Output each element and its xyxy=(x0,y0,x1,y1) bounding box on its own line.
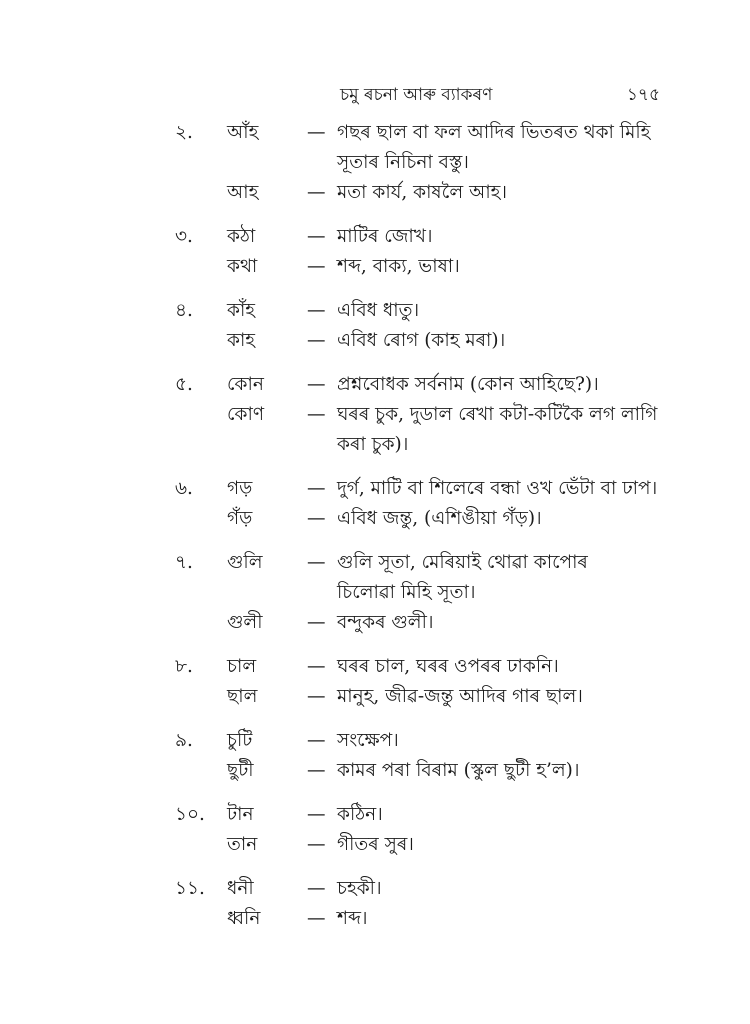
entry-number: ৬. xyxy=(175,478,193,499)
headword: চুটি xyxy=(227,730,253,751)
headword: গঁড় xyxy=(227,508,253,529)
entry-line xyxy=(175,874,675,904)
entry-number: ৫. xyxy=(175,374,193,395)
em-dash: — xyxy=(307,686,326,707)
em-dash: — xyxy=(307,508,326,529)
headword: ধ্বনি xyxy=(227,908,261,929)
entry-number: ৭. xyxy=(175,552,193,573)
em-dash: — xyxy=(307,300,326,321)
definition: গছৰ ছাল বা ফল আদিৰ ভিতৰত থকা মিহি xyxy=(337,122,651,143)
definition: প্ৰশ্নবোধক সৰ্বনাম (কোন আহিছে?)। xyxy=(337,374,599,395)
em-dash: — xyxy=(307,226,326,247)
em-dash: — xyxy=(307,552,326,573)
headword: চাল xyxy=(227,656,257,677)
word-pair-entry xyxy=(175,118,675,208)
entry-number: ৪. xyxy=(175,300,193,321)
headword: কঠা xyxy=(227,226,256,247)
entry-number: ৩. xyxy=(175,226,193,247)
entry-number: ৮. xyxy=(175,656,193,677)
definition: দুৰ্গ, মাটি বা শিলেৰে বন্ধা ওখ ভেঁটা বা ঢাপ। xyxy=(337,478,658,499)
entry-line xyxy=(175,474,675,504)
headword: কোণ xyxy=(227,404,264,425)
entry-line xyxy=(175,548,675,578)
word-pair-entry xyxy=(175,548,675,638)
definition: কৰা চুক)। xyxy=(337,434,409,455)
em-dash: — xyxy=(307,374,326,395)
headword: কাহ xyxy=(227,330,256,351)
em-dash: — xyxy=(307,656,326,677)
headword: আঁহ xyxy=(227,122,259,143)
headword: কথা xyxy=(227,256,258,277)
headword: তান xyxy=(227,834,258,855)
definition: এবিধ জন্তু, (এশিঙীয়া গঁড়)। xyxy=(337,508,542,529)
em-dash: — xyxy=(307,256,326,277)
definition: চিলোৱা মিহি সূতা। xyxy=(337,582,476,603)
headword: গড় xyxy=(227,478,253,499)
definition: কামৰ পৰা বিৰাম (স্কুল ছুটী হ’ল)। xyxy=(337,760,580,781)
entry-line xyxy=(175,608,675,638)
entry-line xyxy=(175,118,675,148)
entry-line xyxy=(175,400,675,430)
headword: ছাল xyxy=(227,686,258,707)
em-dash: — xyxy=(307,330,326,351)
em-dash: — xyxy=(307,612,326,633)
em-dash: — xyxy=(307,908,326,929)
headword: গুলী xyxy=(227,612,263,633)
entry-number: ১০. xyxy=(175,804,205,825)
entry-line xyxy=(175,904,675,934)
definition: বন্দুকৰ গুলী। xyxy=(337,612,434,633)
em-dash: — xyxy=(307,878,326,899)
running-title: চমু ৰচনা আৰু ব্যাকৰণ xyxy=(340,85,493,105)
entry-line xyxy=(175,726,675,756)
em-dash: — xyxy=(307,404,326,425)
headword: আহ xyxy=(227,182,259,203)
definition: এবিধ ৰোগ (কাহ মৰা)। xyxy=(337,330,506,351)
entry-line xyxy=(175,682,675,712)
definition: সূতাৰ নিচিনা বস্তু। xyxy=(337,152,469,173)
word-pair-entry xyxy=(175,652,675,712)
word-pair-entry xyxy=(175,222,675,282)
headword: টান xyxy=(227,804,254,825)
page-number: ১৭৫ xyxy=(626,85,660,105)
em-dash: — xyxy=(307,760,326,781)
definition: শব্দ। xyxy=(337,908,368,929)
definition: সংক্ষেপ। xyxy=(337,730,399,751)
entry-number: ৯. xyxy=(175,730,193,751)
em-dash: — xyxy=(307,804,326,825)
definition-continuation-line xyxy=(175,148,675,178)
word-pair-list xyxy=(175,118,675,948)
word-pair-entry xyxy=(175,874,675,934)
entry-line xyxy=(175,222,675,252)
definition: চহকী। xyxy=(337,878,382,899)
definition-continuation-line xyxy=(175,430,675,460)
definition: শব্দ, বাক্য, ভাষা। xyxy=(337,256,460,277)
definition: ঘৰৰ চুক, দুডাল ৰেখা কটা-কটিকৈ লগ লাগি xyxy=(337,404,658,425)
entry-number: ২. xyxy=(175,122,193,143)
page-header xyxy=(170,82,660,112)
definition: গুলি সূতা, মেৰিয়াই থোৱা কাপোৰ xyxy=(337,552,588,573)
em-dash: — xyxy=(307,122,326,143)
definition: গীতৰ সুৰ। xyxy=(337,834,414,855)
definition: কঠিন। xyxy=(337,804,383,825)
definition: মাটিৰ জোখ। xyxy=(337,226,433,247)
headword: ধনী xyxy=(227,878,254,899)
entry-number: ১১. xyxy=(175,878,205,899)
headword: গুলি xyxy=(227,552,263,573)
word-pair-entry xyxy=(175,726,675,786)
word-pair-entry xyxy=(175,800,675,860)
definition-continuation-line xyxy=(175,578,675,608)
definition: মানুহ, জীৱ-জন্তু আদিৰ গাৰ ছাল। xyxy=(337,686,583,707)
definition: এবিধ ধাতু। xyxy=(337,300,420,321)
entry-line xyxy=(175,252,675,282)
definition: মতা কাৰ্য, কাষলৈ আহ। xyxy=(337,182,507,203)
entry-line xyxy=(175,178,675,208)
entry-line xyxy=(175,652,675,682)
entry-line xyxy=(175,296,675,326)
entry-line xyxy=(175,756,675,786)
entry-line xyxy=(175,800,675,830)
word-pair-entry xyxy=(175,474,675,534)
em-dash: — xyxy=(307,730,326,751)
word-pair-entry xyxy=(175,296,675,356)
entry-line xyxy=(175,504,675,534)
headword: ছুটী xyxy=(227,760,254,781)
entry-line xyxy=(175,326,675,356)
entry-line xyxy=(175,370,675,400)
headword: কাঁহ xyxy=(227,300,256,321)
em-dash: — xyxy=(307,478,326,499)
word-pair-entry xyxy=(175,370,675,460)
headword: কোন xyxy=(227,374,264,395)
em-dash: — xyxy=(307,834,326,855)
entry-line xyxy=(175,830,675,860)
definition: ঘৰৰ চাল, ঘৰৰ ওপৰৰ ঢাকনি। xyxy=(337,656,559,677)
em-dash: — xyxy=(307,182,326,203)
